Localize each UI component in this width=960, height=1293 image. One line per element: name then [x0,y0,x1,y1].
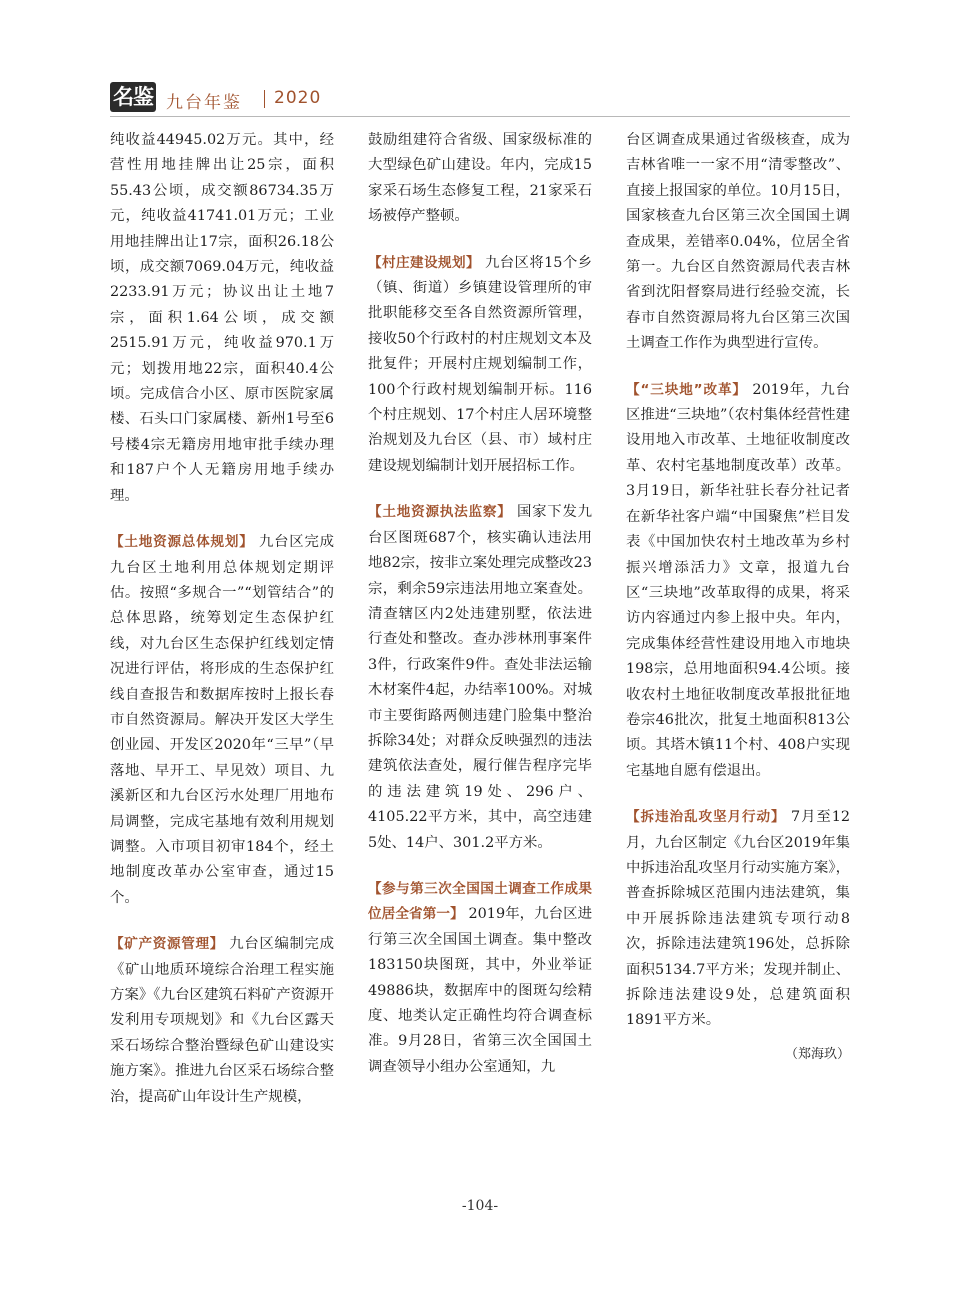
paragraph [626,128,850,357]
paragraph-body: 九台区将15个乡（镇、街道）乡镇建设管理所的审批职能移交至各自然资源所管理，接收50个行政村的村庄规划文本及批复件；开展村庄规划编制工作，100个行政村规划编制开标。116个村庄规划、17个村庄人居环境整治规划及九台区（县、市）域村庄建设规划编制计划开展招标工作。 [368,254,593,474]
series-title: 九台年鉴 [166,93,242,113]
section-heading: 【“三块地”改革】 [626,381,747,398]
paragraph-body: 国家下发九台区图斑687个，核实确认违法用地82宗，按非立案处理完成整改23宗，剩余59宗违法用地立案查处。清查辖区内2处违建别墅，依法进行查处和整改。查办涉林刑事案件3件，行政案件9件。查处非法运输木材案件4起，办结率100%。对城市主要街路两侧违建门脸集中整治拆除34处；对群众反映强烈的违法建筑依法查处，履行催告程序完毕的违法建筑19处、296户、4105.22平方米，其中，高空违建5处、14户、301.2平方米。 [368,504,592,851]
paragraph-body: 7月至12月，九台区制定《九台区2019年集中拆违治乱攻坚月行动实施方案》，普查拆除城区范围内违法建筑，集中开展拆除违法建筑专项行动8次，拆除违法建筑196处，总拆除面积5134.7平方米；发现并制止、拆除违法建设9处，总建筑面积1891平方米。 [626,809,851,1029]
paragraph [368,251,592,480]
paragraph [110,932,334,1110]
page-header [110,78,850,118]
section-heading: 【土地资源总体规划】 [110,534,254,551]
text-column-1 [110,128,334,1110]
paragraph-body: 2019年，九台区进行第三次全国国土调查。集中整改183150块图斑，其中，外业举证49886块，数据库中的图斑勾绘精度、地类认定正确性均符合调查标准。9月28日，省第三次全国国土调查领导小组办公室通知，九 [368,906,593,1075]
paragraph [368,128,592,230]
paragraph [626,378,850,785]
paragraph [368,500,592,856]
paragraph [626,805,850,1067]
header-divider [264,90,265,108]
yearbook-logo: 名鉴 [110,82,156,112]
paragraph [110,128,334,509]
page-number: -104- [461,1198,499,1214]
paragraph-body: 2019年，九台区推进“三块地”（农村集体经营性建设用地入市改革、土地征收制度改革、农村宅基地制度改革）改革。3月19日，新华社驻长春分社记者在新华社客户端“中国聚焦”栏目发表《中国加快农村土地改革为乡村振兴增添活力》文章，报道九台区“三块地”改革取得的成果，将采访内容通过内参上报中央。年内，完成集体经营性建设用地入市地块198宗，总用地面积94.4公顷。接收农村土地征收制度改革报批征地卷宗46批次，批复土地面积813公顷。其塔木镇11个村、408户实现宅基地自愿有偿退出。 [626,381,851,779]
paragraph [368,877,592,1080]
paragraph-body: 纯收益44945.02万元。其中，经营性用地挂牌出让25宗，面积55.43公顷，成交额86734.35万元，纯收益41741.01万元；工业用地挂牌出让17宗，面积26.18公顷，成交额7069.04万元，纯收益2233.91万元；协议出让土地7宗，面积1.64公顷，成交额2515.91万元，纯收益970.1万元；划拨用地22宗，面积40.4公顷。完成信合小区、原市医院家属楼、石头口门家属楼、新州1号至6号楼4宗无籍房用地审批手续办理和187户个人无籍房用地手续办理。 [110,132,334,504]
paragraph-body: 九台区完成九台区土地利用总体规划定期评估。按照“多规合一”“划管结合”的总体思路，统筹划定生态保护红线，对九台区生态保护红线划定情况进行评估，将形成的生态保护红线自查报告和数据库按时上报长春市自然资源局。解决开发区大学生创业园、开发区2020年“三早”（早落地、早开工、早见效）项目、九溪新区和九台区污水处理厂用地布局调整，完成宅基地有效利用规划调整。入市项目初审184个，经土地制度改革办公室审查，通过15个。 [110,534,334,906]
paragraph [110,530,334,911]
author-credit: （郑海玖） [784,1046,850,1062]
header-rule [110,116,850,117]
text-column-3 [626,128,850,1067]
paragraph-body: 鼓励组建符合省级、国家级标准的大型绿色矿山建设。年内，完成15家采石场生态修复工程，21家采石场被停产整顿。 [368,132,592,225]
paragraph-body: 九台区编制完成《矿山地质环境综合治理工程实施方案》《九台区建筑石料矿产资源开发利用专项规划》和《九台区露天采石场综合整治暨绿色矿山建设实施方案》。推进九台区采石场综合整治，提高矿山年设计生产规模， [110,936,335,1105]
section-heading: 【拆违治乱攻坚月行动】 [626,809,786,826]
section-heading: 【土地资源执法监察】 [368,504,512,521]
section-heading: 【村庄建设规划】 [368,254,480,271]
header-year: 2020 [274,88,322,108]
section-heading: 【参与第三次全国国土调查工作成果位居全省第一】 [368,880,592,923]
text-column-2 [368,128,592,1080]
section-heading: 【矿产资源管理】 [110,936,225,953]
paragraph-body: 台区调查成果通过省级核查，成为吉林省唯一一家不用“清零整改”、直接上报国家的单位。10月15日，国家核查九台区第三次全国国土调查成果，差错率0.04%，位居全省第一。九台区自然资源局代表吉林省到沈阳督察局进行经验交流，长春市自然资源局将九台区第三次国土调查工作作为典型进行宣传。 [626,132,850,352]
